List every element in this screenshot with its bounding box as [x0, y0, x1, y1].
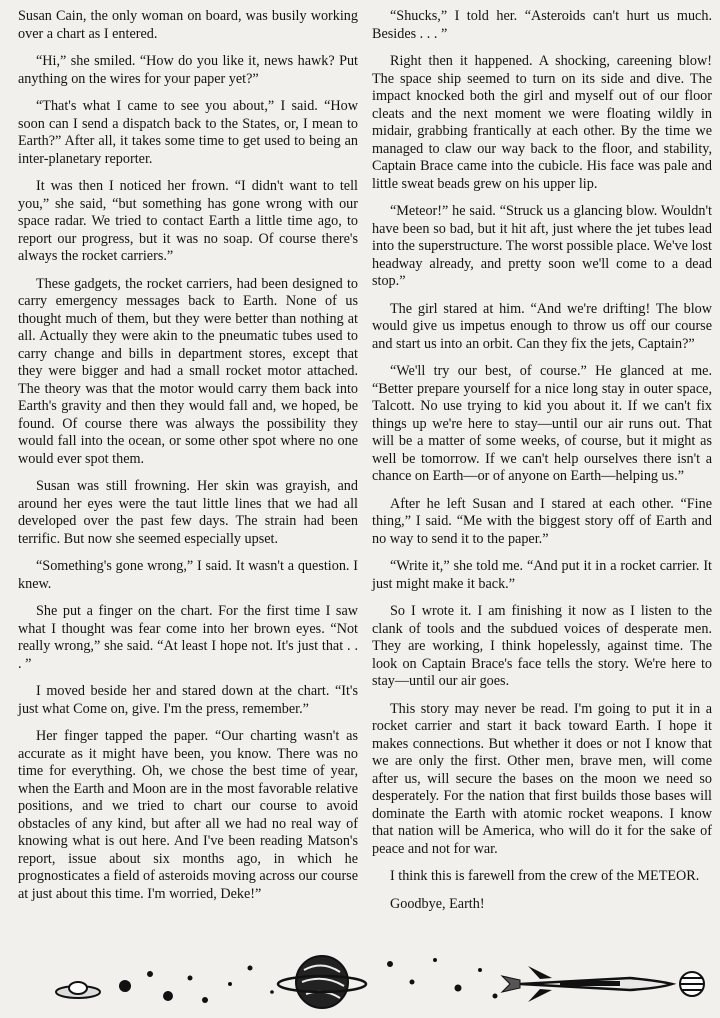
stars-icon: [387, 958, 498, 999]
paragraph: “That's what I came to see you about,” I said. “How soon can I send a dispatch back to the States, or, I mean to Earth?” After all, it takes some time to get used to being an inter-planetary reporter.: [18, 98, 358, 167]
paragraph: Susan was still frowning. Her skin was grayish, and around her eyes were the taut little lines that we had all developed over the past few days. The strain had been terrific. But now she seemed especially upset.: [18, 478, 358, 547]
paragraph: “Write it,” she told me. “And put it in a rocket carrier. It just might make it back.”: [372, 558, 712, 592]
right-column: [372, 8, 712, 923]
paragraph: “Hi,” she smiled. “How do you like it, news hawk? Put anything on the wires for your paper yet?”: [18, 53, 358, 87]
paragraph: “Meteor!” he said. “Struck us a glancing blow. Wouldn't have been so bad, but it hit aft, just where the jet tubes lead into the superstructure. The worst possible place. We've lost headway already, and pretty soon we'll come to a dead stop.”: [372, 203, 712, 289]
planet-icon: [680, 972, 704, 996]
left-column: [18, 8, 358, 913]
paragraph: I moved beside her and stared down at the chart. “It's just what Come on, give. I'm the press, remember.”: [18, 683, 358, 717]
paragraph: Susan Cain, the only woman on board, was busily working over a chart as I entered.: [18, 8, 358, 42]
paragraph: Her finger tapped the paper. “Our charting wasn't as accurate as it might have been, you know. There was no time for everything. Oh, we chose the best time of year, when the Earth and Moon are in the most favorable relative positions, and we tried to chart our course to avoid obstacles of any kind, but after all we had no real way of knowing what is out here. And I've been reading Matson's report, issue about six months ago, in which he prognosticates a field of asteroids moving across our course at just about this time. I'm worried, Deke!”: [18, 728, 358, 902]
paragraph: She put a finger on the chart. For the first time I saw what I thought was fear come into her brown eyes. “Not really wrong,” she said. “At least I hope not. It's just that . . . ”: [18, 603, 358, 672]
paragraph: “Something's gone wrong,” I said. It wasn't a question. I knew.: [18, 558, 358, 592]
paragraph: Right then it happened. A shocking, careening blow! The space ship seemed to turn on its side and dive. The impact knocked both the girl and myself out of our floor cleats and the next moment we were floating wildly in midair, grabbing frantically at each other. By the time we managed to claw our way back to the floor, and stability, Captain Brace came into the cubicle. His face was pale and little sweat beads grew on his upper lip.: [372, 53, 712, 192]
closing-line: Goodbye, Earth!: [390, 895, 485, 912]
paragraph: I think this is farewell from the crew of the METEOR.: [390, 868, 700, 884]
stars-icon: [119, 966, 274, 1004]
paragraph: After he left Susan and I stared at each other. “Fine thing,” I said. “Me with the biggest story off of Earth and no way to send it to the paper.”: [372, 495, 712, 547]
paragraph: “We'll try our best, of course.” He glanced at me. “Better prepare yourself for a nice long stay in outer space, Talcott. No use trying to kid you about it. If we can't fix things up we're here to stay—until our air runs out. That will be a matter of some weeks, of course, but it might as well be tomorrow. If we can't help ourselves there isn't a chance on Earth—or of anyone on Earth—helping us.”: [372, 363, 712, 484]
flying-saucer-icon: [56, 982, 100, 998]
space-scene-illustration: [40, 948, 710, 1014]
paragraph: It was then I noticed her frown. “I didn't want to tell you,” she said, “but something has gone wrong with our space radar. We tried to contact Earth a little time ago, to report our progress, but it was no soap. Of course there's always the rocket carriers.”: [18, 178, 358, 264]
rocket-icon: [502, 966, 672, 1002]
ringed-planet-icon: [278, 956, 366, 1008]
paragraph: So I wrote it. I am finishing it now as I listen to the clank of tools and the subdued voices of desperate men. They are working, I think hopelessly, against time. The look on Captain Brace's face tells the story. We're here to stay—until our air goes.: [372, 603, 712, 689]
paragraph: This story may never be read. I'm going to put it in a rocket carrier and start it back toward Earth. I hope it makes connections. But whether it does or not I know that we are only the first. Other men, brave men, will come after us, will secure the bases on the moon we need so desperately. For the nation that first builds those bases will dominate the Earth with atomic rocket weapons. I know that nation will be America, who will do it for the sake of peace and not for war.: [372, 700, 712, 857]
paragraph: “Shucks,” I told her. “Asteroids can't hurt us much. Besides . . . ”: [372, 8, 712, 42]
paragraph: These gadgets, the rocket carriers, had been designed to carry emergency messages back to Earth. None of us thought much of them, but they were better than nothing at all. Actually they were akin to the pneumatic tubes used to carry change and bills in department stores, except that they were bigger and had a small rocket motor attached. The theory was that the motor would carry them back into Earth's gravity and then they would fall and, we hoped, be found. Of course there was always the possibility they would fall into the ocean, or some other spot where no one would ever spot them.: [18, 275, 358, 467]
paragraph: The girl stared at him. “And we're drifting! The blow would give us impetus enough to throw us off our course and start us into an orbit. Can they fix the jets, Captain?”: [372, 300, 712, 352]
